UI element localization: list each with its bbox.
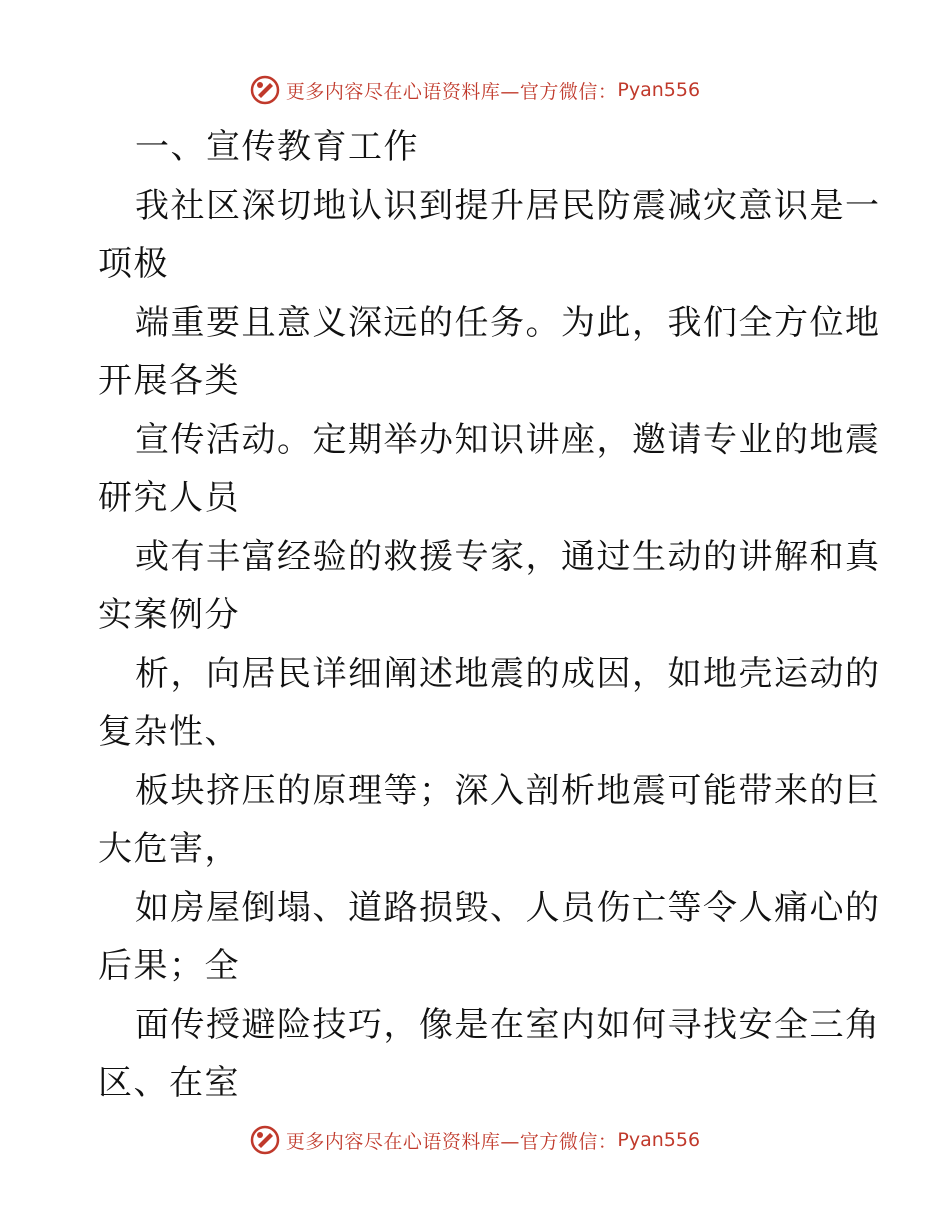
watermark-wechat-id: Pyan556 bbox=[617, 79, 701, 101]
text-line: 复杂性、 bbox=[98, 712, 240, 752]
text-line: 一、宣传教育工作 bbox=[135, 127, 419, 167]
text-line: 或有丰富经验的救援专家，通过生动的讲解和真 bbox=[135, 536, 881, 577]
brand-logo-icon bbox=[250, 1125, 280, 1155]
text-line: 开展各类 bbox=[98, 361, 240, 401]
text-line: 后果；全 bbox=[98, 946, 240, 986]
text-line: 端重要且意义深远的任务。为此，我们全方位地 bbox=[135, 302, 881, 343]
watermark-text: 更多内容尽在心语资料库—官方微信： bbox=[285, 1130, 618, 1153]
text-line: 实案例分 bbox=[98, 595, 240, 635]
watermark-text: 更多内容尽在心语资料库—官方微信： bbox=[285, 80, 618, 103]
text-line: 如房屋倒塌、道路损毁、人员伤亡等令人痛心的 bbox=[135, 887, 881, 928]
text-line: 区、在室 bbox=[98, 1063, 240, 1103]
text-line: 研究人员 bbox=[98, 478, 240, 518]
text-line: 析，向居民详细阐述地震的成因，如地壳运动的 bbox=[135, 653, 881, 694]
text-line: 宣传活动。定期举办知识讲座，邀请专业的地震 bbox=[135, 419, 881, 460]
watermark-wechat-id: Pyan556 bbox=[617, 1129, 701, 1151]
brand-logo-icon bbox=[250, 75, 280, 105]
text-line: 面传授避险技巧，像是在室内如何寻找安全三角 bbox=[135, 1004, 881, 1045]
text-line: 我社区深切地认识到提升居民防震减灾意识是一 bbox=[135, 185, 881, 226]
watermark-footer bbox=[0, 1120, 950, 1160]
document-body bbox=[98, 118, 881, 1113]
text-line: 项极 bbox=[98, 244, 169, 284]
text-line: 大危害， bbox=[98, 829, 240, 869]
text-line: 板块挤压的原理等；深入剖析地震可能带来的巨 bbox=[135, 770, 881, 811]
watermark-header bbox=[0, 70, 950, 110]
